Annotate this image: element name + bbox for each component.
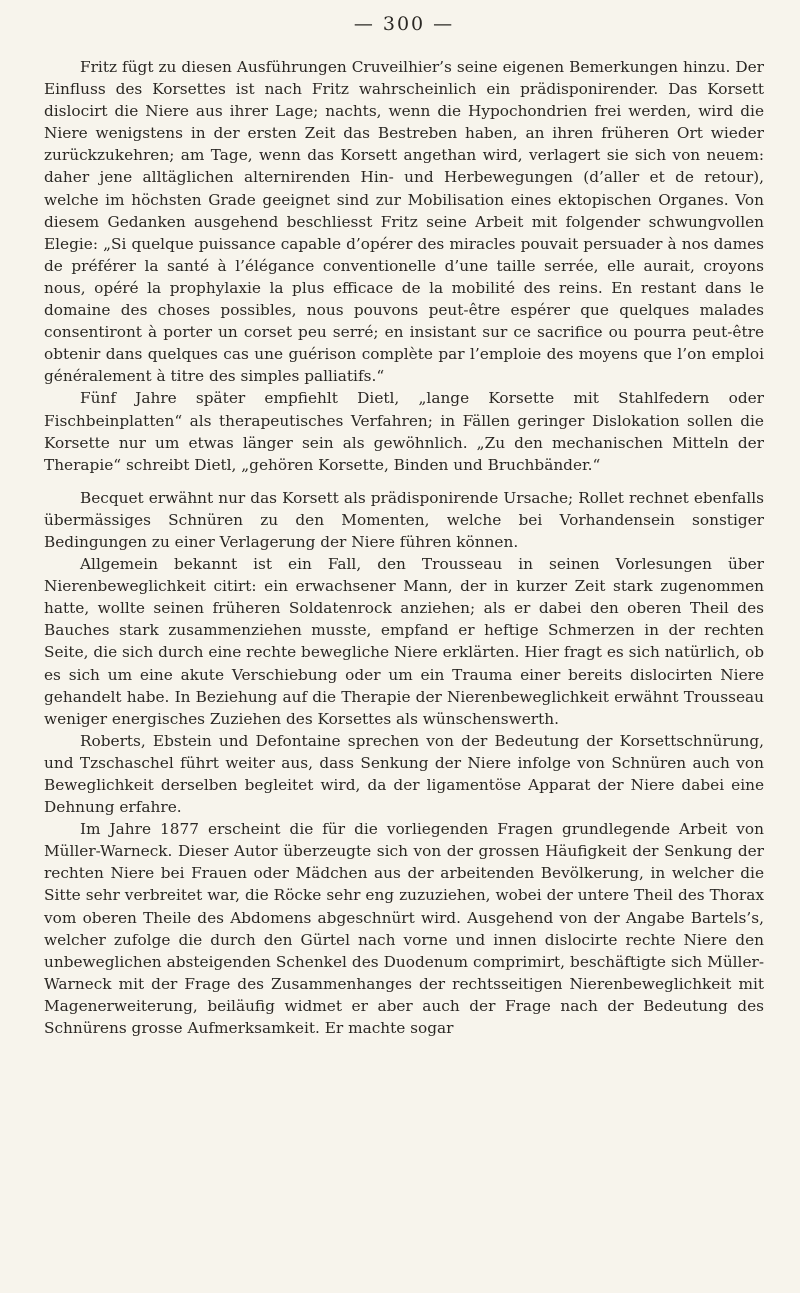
paragraph-becquet: Becquet erwähnt nur das Korsett als prädisponirende Ursache; Rollet rechnet ebenfalls übermässiges Schnüren zu den Momenten, welche bei Vorhandensein sonstiger Bedingungen zu einer Verlagerung der Niere führen können. [44,488,764,551]
body-text [44,56,764,1039]
paragraph-mueller-warneck: Im Jahre 1877 erscheint die für die vorliegenden Fragen grundlegende Arbeit von Müller-Warneck. Dieser Autor überzeugte sich von der grossen Häufigkeit der Senkung der rechten Niere bei Frauen oder Mädchen aus der arbeitenden Bevölkerung, in welcher die Sitte sehr verbreitet war, die Röcke sehr eng zuzuziehen, wobei der untere Theil des Thorax vom oberen Theile des Abdomens abgeschnürt wird. Ausgehend von der Angabe Bartels’s, welcher zufolge die durch den Gürtel nach vorne und innen dislocirte rechte Niere den unbeweglichen absteigenden Schenkel des Duodenum comprimirt, beschäftigte sich Müller-Warneck mit der Frage des Zusammenhanges der rechtsseitigen Nierenbeweglichkeit mit Magenerweiterung, beiläufig widmet er aber auch der Frage nach der Bedeutung des Schnürens grosse Aufmerksamkeit. Er machte sogar [44,820,764,1038]
paragraph-dietl: Fünf Jahre später empfiehlt Dietl, „lange Korsette mit Stahlfedern oder Fischbeinplatten“ als therapeutisches Verfahren; in Fällen geringer Dislokation sollen die Korsette nur um etwas länger sein als gewöhnlich. „Zu den mechanischen Mitteln der Therapie“ schreibt Dietl, „gehören Korsette, Binden und Bruchbänder.“ [44,389,764,474]
paragraph-roberts: Roberts, Ebstein und Defontaine sprechen von der Bedeutung der Korsettschnürung, und Tzschaschel führt weiter aus, dass Senkung der Niere infolge von Schnüren auch von Beweglichkeit derselben begleitet wird, da der ligamentöse Apparat der Niere dabei eine Dehnung erfahre. [44,731,764,817]
paragraph-fritz: Fritz fügt zu diesen Ausführungen Cruveilhier’s seine eigenen Bemerkungen hinzu. Der Einfluss des Korsettes ist nach Fritz wahrscheinlich ein prädisponirender. Das Korsett dislocirt die Niere aus ihrer Lage; nachts, wenn die Hypochondrien frei werden, wird die Niere wenigstens in der ersten Zeit das Bestreben haben, an ihren früheren Ort wieder zurückzukehren; am Tage, wenn das Korsett angethan wird, verlagert sie sich von neuem: daher jene alltäglichen alternirenden Hin- und Herbewegungen (d’aller et de retour), welche im höchsten Grade geeignet sind zur Mobilisation eines ektopischen Organes. Von diesem Gedanken ausgehend beschliesst Fritz seine Arbeit mit folgender schwungvollen Elegie: „Si quelque puissance capable d’opérer des miracles pouvait persuader à nos dames de préférer la santé à l’élégance conventionelle d’une taille serrée, elle aurait, croyons nous, opéré la prophylaxie la plus efficace de la mobilité des reins. En restant dans le domaine des choses possibles, nous pouvons peut-être espérer que quelques malades consentiront à porter un corset peu serré; en insistant sur ce sacrifice ou pourra peut-être obtenir dans quelques cas une guérison complète par l’emploie des moyens que l’on emploi généralement à titre des simples palliatifs.“ [44,58,764,386]
page-number: — 300 — [353,13,455,35]
paragraph-trousseau: Allgemein bekannt ist ein Fall, den Trousseau in seinen Vorlesungen über Nierenbeweglichkeit citirt: ein erwachsener Mann, der in kurzer Zeit stark zugenommen hatte, wollte seinen früheren Soldatenrock anziehen; als er dabei den oberen Theil des Bauches stark zusammenziehen musste, empfand er heftige Schmerzen in der rechten Seite, die sich durch eine rechte bewegliche Niere erklärten. Hier fragt es sich natürlich, ob es sich um eine akute Verschiebung oder um ein Trauma einer bereits dislocirten Niere gehandelt habe. In Beziehung auf die Therapie der Nierenbeweglichkeit erwähnt Trousseau weniger energisches Zuziehen des Korsettes als wünschenswerth. [44,555,764,728]
